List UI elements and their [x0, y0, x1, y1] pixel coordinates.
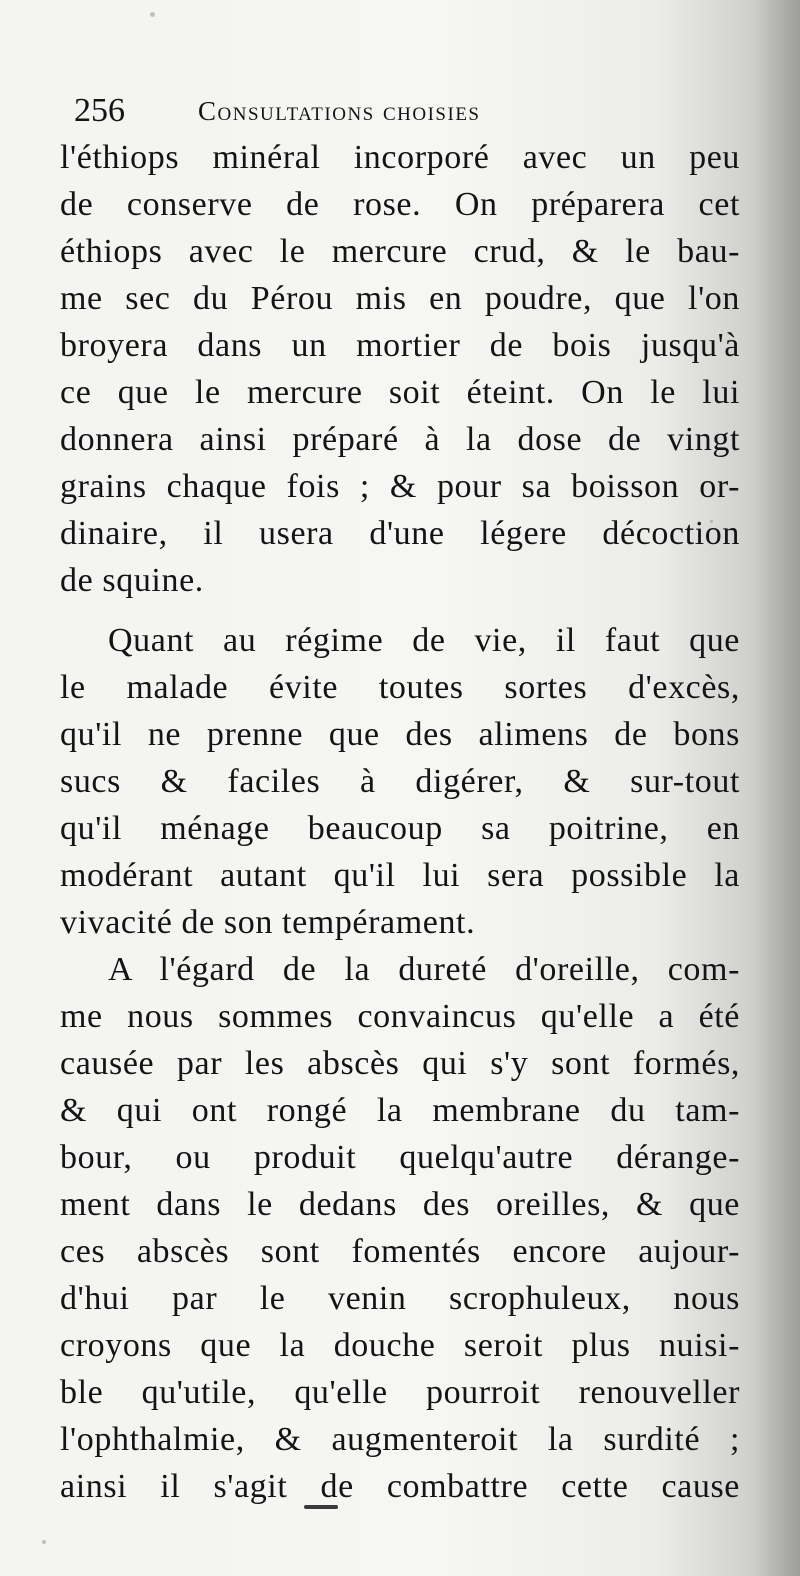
text-line: qu'il ménage beaucoup sa poitrine, en — [60, 810, 740, 847]
text-line: l'ophthalmie, & augmenteroit la surdité ; — [60, 1421, 740, 1458]
text-line: qu'il ne prenne que des alimens de bons — [60, 716, 740, 753]
page-header — [70, 88, 750, 134]
text-line: bour, ou produit quelqu'autre dérange- — [60, 1139, 740, 1176]
text-line: broyera dans un mortier de bois jusqu'à — [60, 327, 740, 364]
text-line: Quant au régime de vie, il faut que — [108, 622, 740, 659]
text-line: d'hui par le venin scrophuleux, nous — [60, 1280, 740, 1317]
text-line: ce que le mercure soit éteint. On le lui — [60, 374, 740, 411]
text-line: & qui ont rongé la membrane du tam- — [60, 1092, 740, 1129]
text-line: croyons que la douche seroit plus nuisi- — [60, 1327, 740, 1364]
text-line: sucs & faciles à digérer, & sur-tout — [60, 763, 740, 800]
paper-speck — [150, 12, 155, 17]
paragraph-2 — [60, 617, 740, 946]
paper-speck — [42, 1540, 46, 1544]
running-title: Consultations choisies — [198, 96, 481, 126]
paragraph-3 — [60, 946, 740, 1510]
text-line: ainsi il s'agit de combattre cette cause — [60, 1468, 740, 1505]
text-line: grains chaque fois ; & pour sa boisson or- — [60, 468, 740, 505]
text-line: causée par les abscès qui s'y sont formés, — [60, 1045, 740, 1082]
text-line: donnera ainsi préparé à la dose de vingt — [60, 421, 740, 458]
body-text — [60, 134, 740, 1510]
text-line: ces abscès sont fomentés encore aujour- — [60, 1233, 740, 1270]
text-line: ble qu'utile, qu'elle pourroit renouveller — [60, 1374, 740, 1411]
text-line: A l'égard de la dureté d'oreille, com- — [108, 951, 740, 988]
paragraph-gap — [60, 604, 740, 617]
text-line: de squine. — [60, 562, 204, 599]
text-line: me sec du Pérou mis en poudre, que l'on — [60, 280, 740, 317]
text-line: ment dans le dedans des oreilles, & que — [60, 1186, 740, 1223]
text-line: éthiops avec le mercure crud, & le bau- — [60, 233, 740, 270]
paragraph-1 — [60, 134, 740, 604]
text-line: l'éthiops minéral incorporé avec un peu — [60, 139, 740, 176]
text-line: vivacité de son tempérament. — [60, 904, 476, 941]
ink-mark — [304, 1505, 338, 1509]
text-line: de conserve de rose. On préparera cet — [60, 186, 740, 223]
text-line: dinaire, il usera d'une légere décoction — [60, 515, 740, 552]
page-number: 256 — [74, 92, 125, 129]
text-line: le malade évite toutes sortes d'excès, — [60, 669, 740, 706]
text-line: me nous sommes convaincus qu'elle a été — [60, 998, 740, 1035]
text-line: modérant autant qu'il lui sera possible la — [60, 857, 740, 894]
